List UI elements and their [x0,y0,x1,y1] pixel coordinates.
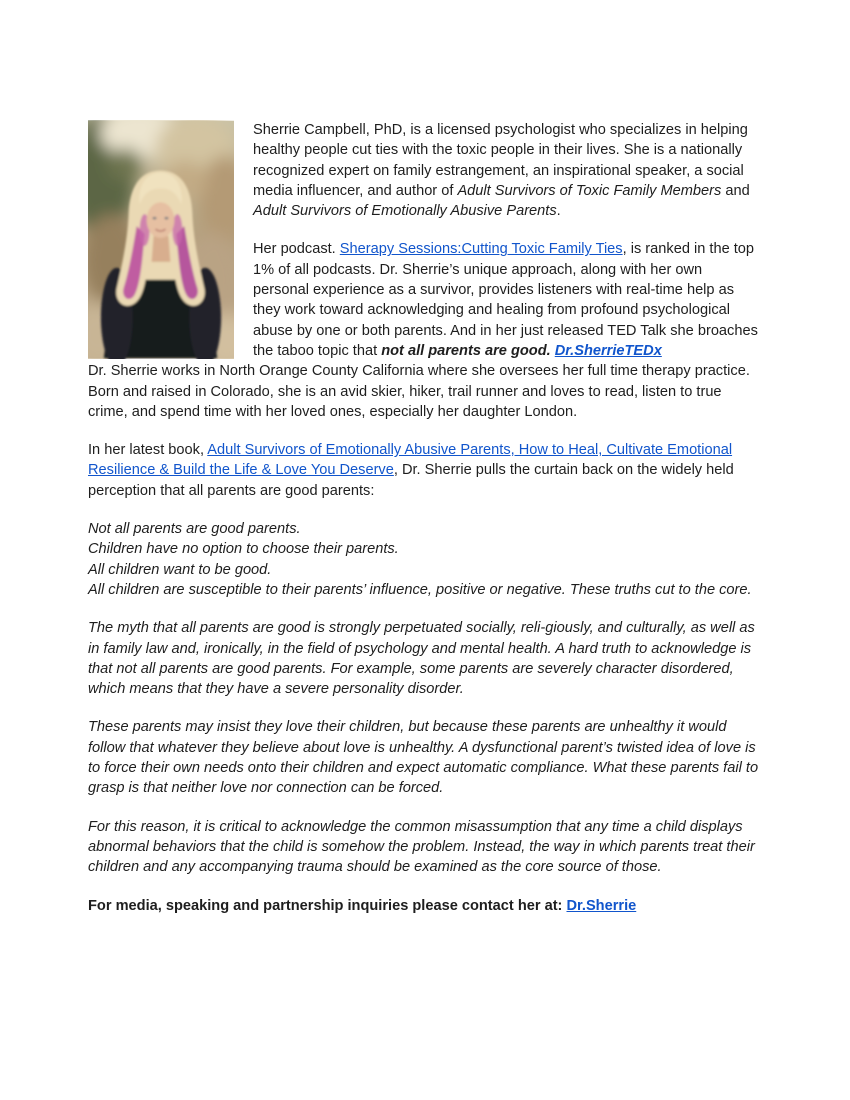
text-segment: For this reason, it is critical to acknowledge the common misassumption that any time a child displays abnormal behaviors that the child is somehow the problem. Instead, the way in which parents treat their children and any accompanying trauma should be examined as the core source of those. [88,818,755,876]
text-segment: For media, speaking and partnership inquiries please contact her at: [88,897,567,914]
bio-intro-column [253,120,762,361]
myth-paragraph [88,618,762,699]
author-portrait-image [88,120,234,359]
text-segment: Her podcast. [253,241,340,258]
text-segment: All children are susceptible to their parents’ influence, positive or negative. These truths cut to the core. [88,581,752,598]
insist-love-paragraph [88,717,762,798]
text-segment: and [721,182,750,199]
text-segment: The myth that all parents are good is strongly perpetuated socially, reli-giously, and culturally, as well as in family law and, ironically, in the field of psychology and mental health. A hard truth to acknowledge is that not all parents are good parents. For example, some parents are severely character disordered, which means that they have a severe personality disorder. [88,620,755,698]
bio-body-section [88,361,762,916]
text-segment: , is ranked in the top 1% of all podcasts. Dr. Sherrie’s unique approach, along with her own personal experience as a survivor, provides listeners with real-time help as they work toward acknowledging and healing from profound psychological abuse by one or both parents. And in her just released TED Talk she broaches the taboo topic that [253,241,758,359]
text-segment: Sherrie Campbell, PhD, is a licensed psychologist who specializes in helping healthy people cut ties with the toxic people in their lives. She is a nationally recognized expert on family estrangement, an inspirational speaker, a social media influencer, and author of [253,122,748,199]
text-segment: Dr. Sherrie works in North Orange County California where she oversees her full time therapy practice. Born and raised in Colorado, she is an avid skier, hiker, trail runner and loves to read, listen to true crime, and spend time with her loved ones, especially her daughter London. [88,363,750,420]
author-photo [88,120,234,359]
text-segment: not all parents are good. [381,342,551,359]
podcast-paragraph [253,239,762,361]
text-segment: All children want to be good. [88,561,272,578]
tedx-link[interactable]: Dr.SherrieTEDx [554,342,662,359]
intro-paragraph [253,120,762,221]
truths-quote-block [88,519,762,600]
practice-paragraph [88,361,762,422]
book-link[interactable]: Adult Survivors of Emotionally Abusive Parents, How to Heal, Cultivate Emotional Resilience & Build the Life & Love You Deserve [88,442,733,479]
latest-book-paragraph [88,440,762,501]
text-segment: , Dr. Sherrie pulls the curtain back on the widely held perception that all parents are good parents: [88,462,734,499]
contact-paragraph [88,896,762,916]
text-segment: Children have no option to choose their parents. [88,541,399,558]
text-segment: Adult Survivors of Toxic Family Members [457,182,722,199]
podcast-link[interactable]: Sherapy Sessions:Cutting Toxic Family Ties [339,241,623,258]
text-segment: These parents may insist they love their children, but because these parents are unhealthy it would follow that whatever they believe about love is unhealthy. A dysfunctional parent’s twisted idea of love is to force their own needs onto their children and expect automatic compliance. What these parents fail to grasp is that neither love nor connection can be forced. [88,719,759,797]
bio-header-section [88,120,762,361]
text-segment: In her latest book, [88,442,208,459]
text-segment: Adult Survivors of Emotionally Abusive Parents [253,203,557,220]
misassumption-paragraph [88,817,762,878]
contact-link[interactable]: Dr.Sherrie [566,897,637,914]
text-segment: Not all parents are good parents. [88,521,301,538]
text-segment: . [556,203,561,220]
